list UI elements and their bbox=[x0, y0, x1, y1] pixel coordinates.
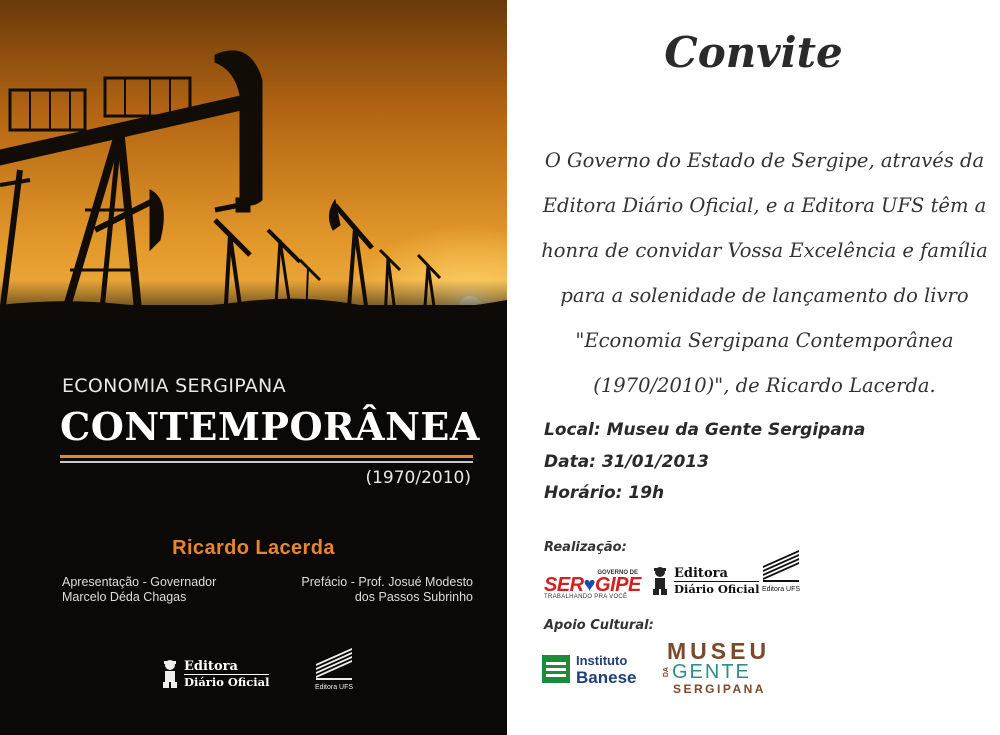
editora-diario-oficial-logo bbox=[160, 658, 269, 690]
book-title: CONTEMPORÂNEA bbox=[60, 404, 480, 449]
invitation-panel bbox=[507, 0, 1000, 735]
event-location: Local: Museu da Gente Sergipana bbox=[544, 420, 866, 440]
event-date: Data: 31/01/2013 bbox=[544, 452, 709, 472]
title-rule-grey bbox=[60, 461, 473, 463]
event-time: Horário: 19h bbox=[544, 483, 665, 503]
apoio-cultural-label: Apoio Cultural: bbox=[544, 618, 654, 633]
banese-line-1: Instituto bbox=[576, 653, 628, 668]
oil-field-sunset-image bbox=[0, 0, 507, 330]
book-author: Ricardo Lacerda bbox=[172, 537, 335, 559]
preface-line-2: dos Passos Subrinho bbox=[354, 590, 473, 604]
title-rule-orange bbox=[60, 455, 473, 458]
museu-da-gente-sergipana-logo bbox=[663, 640, 773, 700]
ufs-label: Editora UFS bbox=[314, 684, 354, 691]
instituto-banese-logo bbox=[542, 652, 636, 686]
editora-diario-oficial-logo-small bbox=[650, 565, 759, 597]
book-subtitle: ECONOMIA SERGIPANA bbox=[62, 375, 286, 397]
preface-credit bbox=[301, 575, 473, 605]
presentation-line-1: Apresentação - Governador bbox=[62, 575, 217, 589]
sergipe-word-g: G bbox=[595, 574, 611, 596]
book-years: (1970/2010) bbox=[365, 468, 471, 488]
mascot-icon bbox=[160, 658, 180, 690]
invite-heading: Convite bbox=[664, 28, 843, 77]
museu-da: DA bbox=[663, 666, 670, 678]
presentation-credit bbox=[62, 575, 216, 605]
diario-oficial-label: Diário Oficial bbox=[674, 581, 760, 596]
gente-word: GENTE bbox=[672, 661, 751, 683]
sergipe-word-a: SER bbox=[544, 574, 584, 596]
sergipe-heart-icon: ♥ bbox=[583, 574, 595, 596]
governo-sergipe-logo bbox=[544, 570, 640, 604]
sergipe-tagline: TRABALHANDO PRA VOCÊ bbox=[544, 594, 628, 600]
sergipe-gov-label: GOVERNO DE bbox=[597, 570, 638, 576]
ufs-stripes-icon bbox=[314, 646, 354, 680]
sergipe-word-b: IPE bbox=[610, 574, 641, 596]
presentation-line-2: Marcelo Déda Chagas bbox=[62, 590, 187, 604]
ufs-stripes-icon bbox=[761, 548, 801, 582]
museu-word: MUSEU bbox=[667, 638, 771, 664]
editora-ufs-logo-small bbox=[759, 548, 803, 593]
realizacao-label: Realização: bbox=[544, 540, 627, 555]
banese-mark-icon bbox=[542, 655, 570, 683]
banese-line-2: Banese bbox=[576, 668, 637, 687]
ufs-label: Editora UFS bbox=[761, 586, 801, 593]
editora-label: Editora bbox=[674, 565, 728, 581]
sergipana-word: SERGIPANA bbox=[673, 682, 766, 696]
editora-ufs-logo bbox=[312, 646, 356, 691]
preface-line-1: Prefácio - Prof. Josué Modesto bbox=[301, 575, 473, 589]
mascot-icon bbox=[650, 565, 670, 597]
invite-body: O Governo do Estado de Sergipe, através da Editora Diário Oficial, e a Editora UFS têm a honra de convidar Vossa Excelência e família para a solenidade de lançamento do livro "Economia Sergipana Contemporânea (1970/2010)", de Ricardo Lacerda. bbox=[541, 149, 988, 397]
diario-oficial-label: Diário Oficial bbox=[184, 674, 270, 689]
editora-label: Editora bbox=[184, 658, 238, 674]
